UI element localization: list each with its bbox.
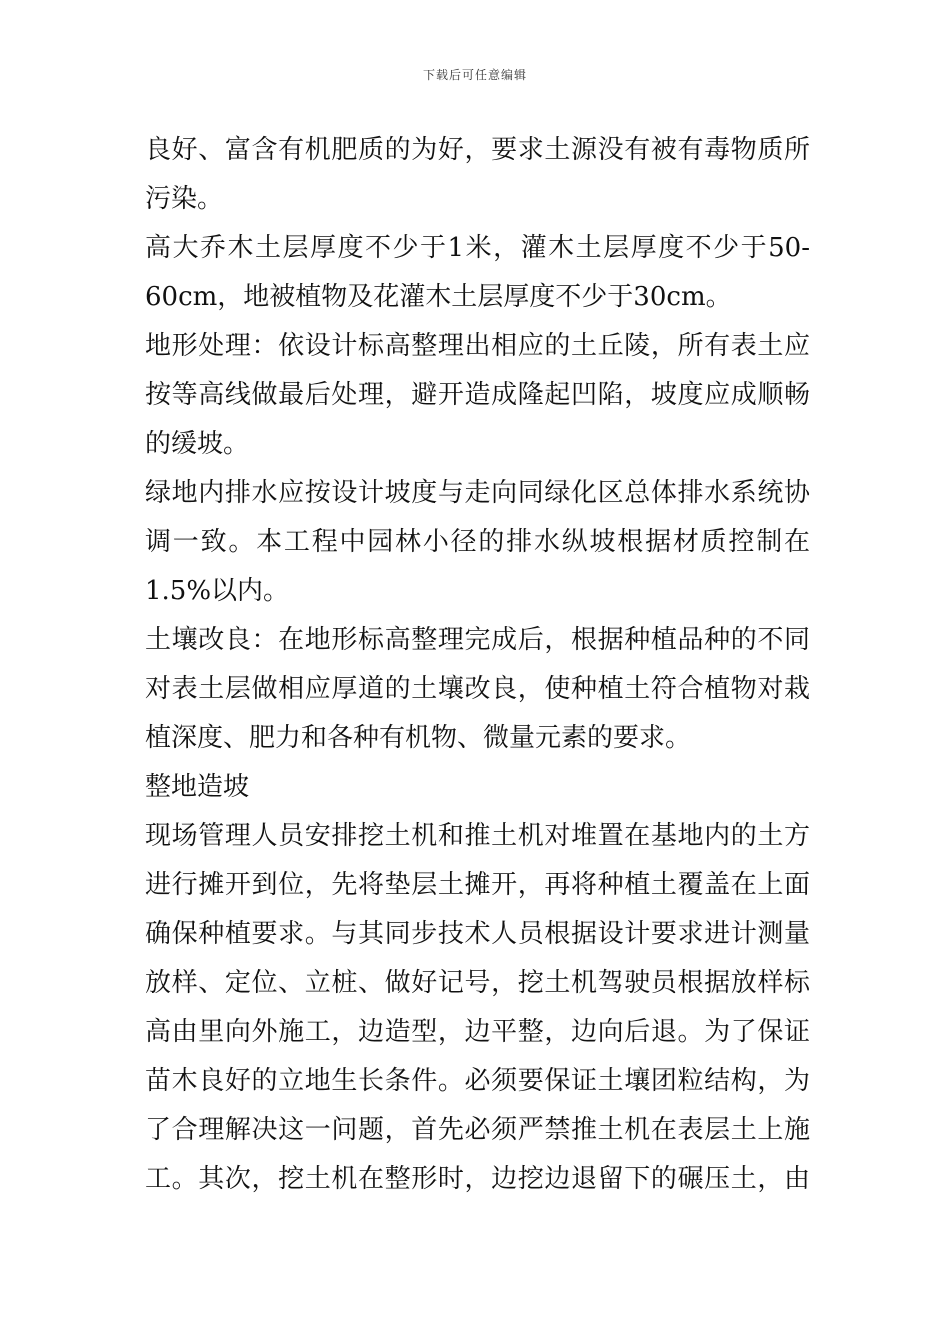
text-line: 土壤改良：在地形标高整理完成后，根据种植品种的不同 — [145, 625, 810, 655]
text-line: 的缓坡。 — [145, 429, 250, 459]
text-line: 60cm，地被植物及花灌木土层厚度不少于30cm。 — [145, 282, 732, 312]
text-line: 调一致。本工程中园林小径的排水纵坡根据材质控制在 — [145, 527, 810, 557]
text-line: 1.5%以内。 — [145, 576, 290, 606]
text-line: 放样、定位、立桩、做好记号，挖土机驾驶员根据放样标 — [145, 968, 810, 998]
text-line: 污染。 — [145, 184, 224, 214]
text-line: 确保种植要求。与其同步技术人员根据设计要求进计测量 — [145, 919, 810, 949]
body-text — [145, 126, 810, 1204]
section-heading: 整地造坡 — [145, 772, 250, 802]
text-line: 绿地内排水应按设计坡度与走向同绿化区总体排水系统协 — [145, 478, 810, 508]
text-line: 高由里向外施工，边造型，边平整，边向后退。为了保证 — [145, 1017, 810, 1047]
text-line: 植深度、肥力和各种有机物、微量元素的要求。 — [145, 723, 692, 753]
text-line: 对表土层做相应厚道的土壤改良，使种植土符合植物对栽 — [145, 674, 810, 704]
text-line: 良好、富含有机肥质的为好，要求土源没有被有毒物质所 — [145, 135, 810, 165]
text-line: 进行摊开到位，先将垫层土摊开，再将种植土覆盖在上面 — [145, 870, 810, 900]
text-line: 高大乔木土层厚度不少于1米，灌木土层厚度不少于50- — [145, 233, 810, 263]
text-line: 地形处理：依设计标高整理出相应的土丘陵，所有表土应 — [145, 331, 810, 361]
text-line: 了合理解决这一问题，首先必须严禁推土机在表层土上施 — [145, 1115, 810, 1145]
text-line: 工。其次，挖土机在整形时，边挖边退留下的碾压土，由 — [145, 1164, 810, 1194]
text-line: 苗木良好的立地生长条件。必须要保证土壤团粒结构，为 — [145, 1066, 810, 1096]
text-line: 按等高线做最后处理，避开造成隆起凹陷，坡度应成顺畅 — [145, 380, 810, 410]
page-header: 下载后可任意编辑 — [422, 68, 527, 82]
text-line: 现场管理人员安排挖土机和推土机对堆置在基地内的土方 — [145, 821, 810, 851]
